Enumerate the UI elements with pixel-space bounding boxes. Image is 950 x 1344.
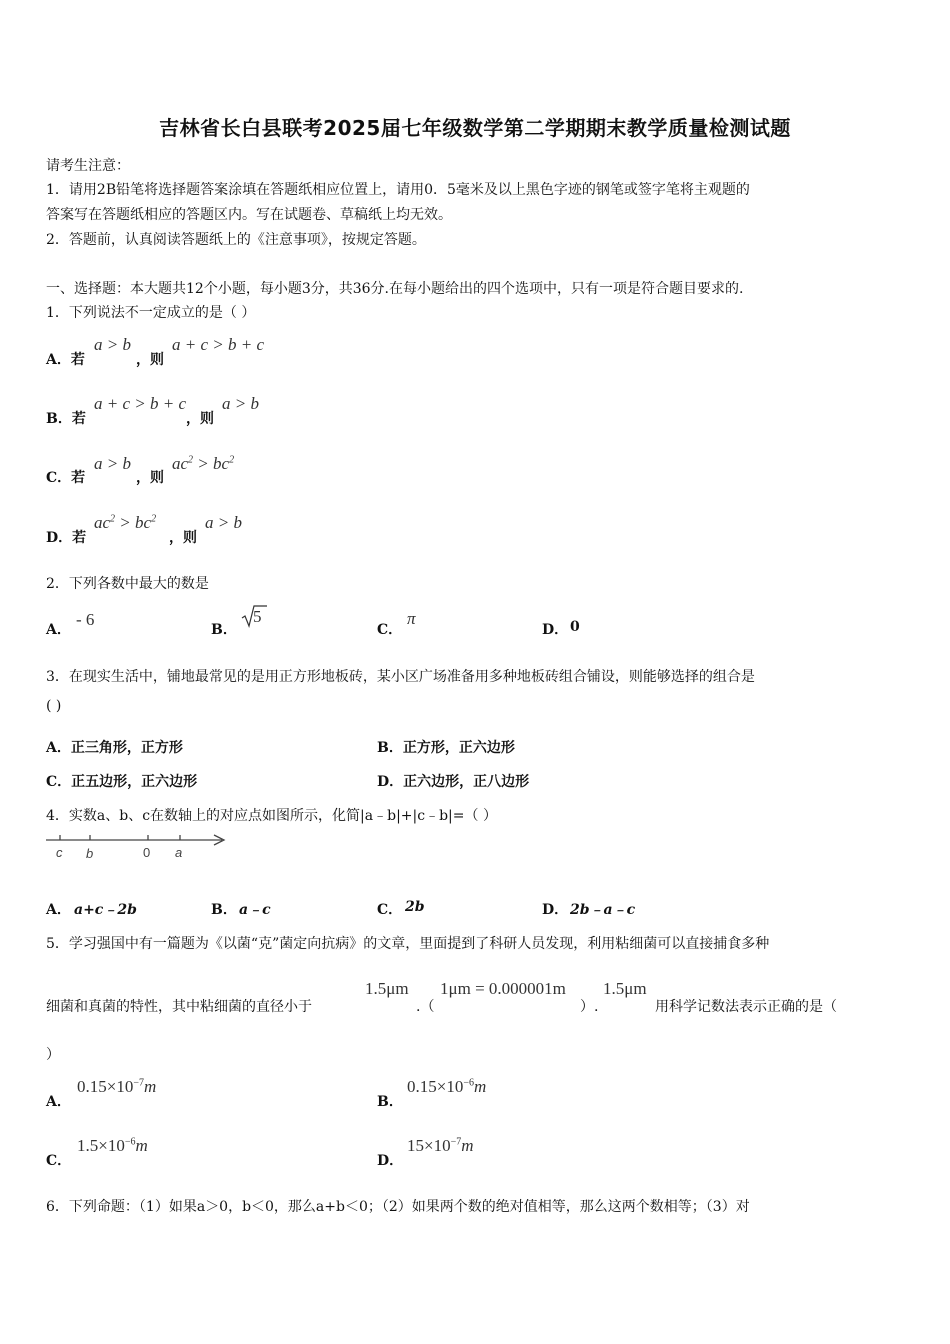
notice-line-1b: 答案写在答题纸相应的答题区内。写在试题卷、草稿纸上均无效。 xyxy=(46,207,452,223)
q5-d-unit: m xyxy=(461,1136,474,1155)
q5-option-a-label: A． xyxy=(46,1094,71,1110)
q3-option-b: B．正方形，正六边形 xyxy=(377,740,515,756)
q5-stem-line2a: 细菌和真菌的特性，其中粘细菌的直径小于 xyxy=(46,999,312,1015)
q2-option-b-value: 5 xyxy=(253,607,262,626)
q1-c-ac: ac xyxy=(172,454,189,473)
axis-label-0: 0 xyxy=(143,845,151,860)
q1-option-b-then: ，则 xyxy=(186,411,214,427)
q5-a-unit: m xyxy=(143,1077,157,1096)
q4-option-c-value: 2b xyxy=(405,899,425,915)
q5-math-3: 1.5μm xyxy=(603,979,647,998)
q2-stem: 2．下列各数中最大的数是 xyxy=(46,576,209,592)
q1-option-d-label: D．若 xyxy=(46,530,87,546)
q5-stem-line1: 5．学习强国中有一篇题为《以菌“克”菌定向抗病》的文章，里面提到了科研人员发现，利用粘细菌可以直接捕食多种 xyxy=(46,936,770,952)
q5-stem-line2c: ）. xyxy=(580,999,599,1015)
q4-option-d-label: D． xyxy=(542,902,569,918)
q5-math-1: 1.5μm xyxy=(365,979,409,998)
q4-option-b-label: B． xyxy=(211,902,237,918)
q5-option-b-label: B． xyxy=(377,1094,403,1110)
axis-label-b: b xyxy=(86,846,94,861)
q1-c-bc: > bc xyxy=(193,454,230,473)
q5-option-c-value xyxy=(77,1136,148,1156)
q5-c-mantissa: 1.5×10 xyxy=(77,1136,125,1155)
q5-stem-line2d: 用科学记数法表示正确的是（ xyxy=(655,999,837,1015)
q5-option-a-value xyxy=(77,1077,156,1097)
q3-option-a: A．正三角形，正方形 xyxy=(46,740,183,756)
q5-d-mantissa: 15×10 xyxy=(407,1136,451,1155)
q1-option-a-math2: a + c > b + c xyxy=(172,335,265,354)
q1-d-bc: > bc xyxy=(115,513,152,532)
page-title: 吉林省长白县联考2025届七年级数学第二学期期末教学质量检测试题 xyxy=(159,116,791,140)
q4-option-a-label: A． xyxy=(46,902,71,918)
q5-c-unit: m xyxy=(135,1136,148,1155)
q1-option-b-label: B．若 xyxy=(46,411,86,427)
q4-option-d-value: 2b﹣a﹣c xyxy=(570,902,636,918)
q4-stem: 4．实数a、b、c在数轴上的对应点如图所示，化简|a﹣b|+|c﹣b|=（ ） xyxy=(46,808,497,824)
q1-option-a-then: ，则 xyxy=(136,352,164,368)
q5-option-c-label: C． xyxy=(46,1153,72,1169)
q2-option-c-value: π xyxy=(407,609,416,628)
q2-option-a-value: - 6 xyxy=(76,610,95,629)
q1-option-d-math1 xyxy=(94,513,156,533)
q1-option-b-math1: a + c > b + c xyxy=(94,394,187,413)
q2-option-b-label: B． xyxy=(211,622,237,638)
q5-option-d-value xyxy=(407,1136,474,1156)
q1-d-ac: ac xyxy=(94,513,111,532)
q1-option-c-label: C．若 xyxy=(46,470,86,486)
q1-option-d-then: ，则 xyxy=(169,530,197,546)
q2-option-d-label: D． xyxy=(542,622,569,638)
q5-a-exp: −7 xyxy=(133,1077,144,1089)
q2-option-a-label: A． xyxy=(46,622,71,638)
q5-d-exp: −7 xyxy=(450,1136,462,1148)
q1-d-sup2: 2 xyxy=(151,513,157,525)
q4-option-c-label: C． xyxy=(377,902,403,918)
q3-stem-paren: ( ) xyxy=(46,698,62,714)
q2-option-c-label: C． xyxy=(377,622,403,638)
q1-stem: 1．下列说法不一定成立的是（ ） xyxy=(46,305,256,321)
q6-stem: 6．下列命题：（1）如果a＞0，b＜0，那么a+b＜0；（2）如果两个数的绝对值相等，那么这两个数相等；（3）对 xyxy=(46,1199,750,1215)
q1-c-sup: 2 xyxy=(188,454,194,466)
q1-option-a-label: A．若 xyxy=(46,352,85,368)
q5-c-exp: −6 xyxy=(124,1136,136,1148)
q5-a-mantissa: 0.15×10 xyxy=(77,1077,134,1096)
q3-option-d: D．正六边形，正八边形 xyxy=(377,774,530,790)
q5-b-exp: −6 xyxy=(463,1077,474,1089)
q5-stem-line2b: .（ xyxy=(416,999,435,1015)
axis-label-a: a xyxy=(175,845,183,860)
q5-option-b-value xyxy=(407,1077,486,1097)
q3-option-c: C．正五边形，正六边形 xyxy=(46,774,198,790)
q5-option-d-label: D． xyxy=(377,1153,404,1169)
q1-option-c-math2 xyxy=(172,454,234,474)
q5-math-2: 1μm = 0.000001m xyxy=(440,979,566,998)
q4-option-b-value: a﹣c xyxy=(239,902,271,918)
notice-line-1a: 1．请用2B铅笔将选择题答案涂填在答题纸相应位置上，请用0．5毫米及以上黑色字迹的钢笔或签字笔将主观题的 xyxy=(46,182,750,198)
notice-line-2: 2．答题前，认真阅读答题纸上的《注意事项》，按规定答题。 xyxy=(46,232,426,248)
q1-option-a-math1: a > b xyxy=(94,335,131,354)
q3-stem: 3．在现实生活中，铺地最常见的是用正方形地板砖，某小区广场准备用多种地板砖组合铺设，则能够选择的组合是 xyxy=(46,669,755,685)
q5-b-unit: m xyxy=(473,1077,487,1096)
q4-option-a-value: a+c﹣2b xyxy=(74,902,137,918)
q1-option-b-math2: a > b xyxy=(222,394,259,413)
q1-option-c-then: ，则 xyxy=(136,470,164,486)
q2-option-d-value: 0 xyxy=(570,619,580,635)
q1-option-d-math2: a > b xyxy=(205,513,242,532)
section-heading: 一、选择题：本大题共12个小题，每小题3分，共36分.在每小题给出的四个选项中，只有一项是符合题目要求的. xyxy=(46,281,744,297)
notice-heading: 请考生注意： xyxy=(46,158,130,174)
q1-option-c-math1: a > b xyxy=(94,454,131,473)
q5-b-mantissa: 0.15×10 xyxy=(407,1077,464,1096)
axis-label-c: c xyxy=(56,845,63,860)
q1-d-sup: 2 xyxy=(110,513,116,525)
number-line-diagram xyxy=(44,830,230,864)
q1-c-sup2: 2 xyxy=(229,454,235,466)
q5-stem-line3: ） xyxy=(46,1047,60,1063)
